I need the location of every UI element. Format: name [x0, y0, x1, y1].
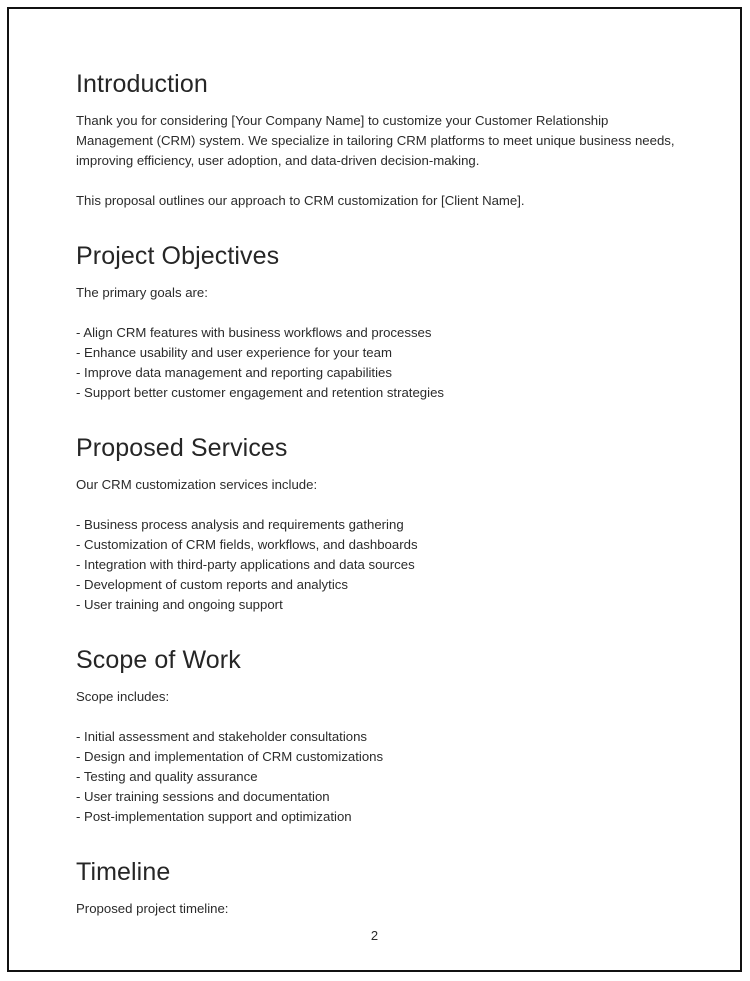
- section-scope-of-work: [76, 645, 676, 827]
- paragraph-introduction-1: Thank you for considering [Your Company Name] to customize your Customer Relationship Management (CRM) system. We specialize in tailoring CRM platforms to meet unique business needs, improving efficiency, user adoption, and data-driven decision-making.: [76, 113, 675, 168]
- spacer: [76, 99, 676, 111]
- spacer: [76, 463, 676, 475]
- spacer: [76, 495, 676, 515]
- heading-scope-of-work: Scope of Work: [76, 646, 241, 674]
- spacer: [76, 827, 676, 857]
- section-proposed-services: [76, 433, 676, 615]
- paragraph-introduction-2: This proposal outlines our approach to CRM customization for [Client Name].: [76, 193, 525, 208]
- spacer: [76, 211, 676, 241]
- heading-timeline: Timeline: [76, 858, 171, 886]
- intro-proposed-services: Our CRM customization services include:: [76, 477, 318, 492]
- list-item: - User training sessions and documentation: [76, 789, 330, 804]
- spacer: [76, 615, 676, 645]
- heading-proposed-services: Proposed Services: [76, 434, 288, 462]
- list-item: - Customization of CRM fields, workflows, and dashboards: [76, 537, 418, 552]
- list-item: - Post-implementation support and optimization: [76, 809, 352, 824]
- heading-project-objectives: Project Objectives: [76, 242, 280, 270]
- document-page: [7, 7, 742, 972]
- list-item: - Enhance usability and user experience for your team: [76, 345, 392, 360]
- spacer: [76, 403, 676, 433]
- spacer: [76, 271, 676, 283]
- list-item: - Business process analysis and requirements gathering: [76, 517, 404, 532]
- list-item: - Support better customer engagement and retention strategies: [76, 385, 445, 400]
- list-item: - Initial assessment and stakeholder consultations: [76, 729, 368, 744]
- page-number: 2: [370, 928, 379, 943]
- list-item: - Development of custom reports and analytics: [76, 577, 348, 592]
- list-item: - Testing and quality assurance: [76, 769, 258, 784]
- bullet-list-scope-of-work: [76, 727, 676, 827]
- list-item: - Align CRM features with business workflows and processes: [76, 325, 432, 340]
- spacer: [76, 707, 676, 727]
- section-introduction: [76, 69, 676, 211]
- bullet-list-project-objectives: [76, 323, 676, 403]
- spacer: [76, 675, 676, 687]
- bullet-list-proposed-services: [76, 515, 676, 615]
- heading-introduction: Introduction: [76, 70, 208, 98]
- list-item: - Integration with third-party applications and data sources: [76, 557, 415, 572]
- intro-project-objectives: The primary goals are:: [76, 285, 208, 300]
- list-item: - Improve data management and reporting capabilities: [76, 365, 392, 380]
- spacer: [76, 887, 676, 899]
- section-project-objectives: [76, 241, 676, 403]
- intro-scope-of-work: Scope includes:: [76, 689, 170, 704]
- section-timeline: [76, 857, 676, 919]
- spacer: [76, 171, 676, 191]
- list-item: - Design and implementation of CRM customizations: [76, 749, 384, 764]
- page-body: [76, 69, 676, 919]
- list-item: - User training and ongoing support: [76, 597, 283, 612]
- spacer: [76, 303, 676, 323]
- intro-timeline: Proposed project timeline:: [76, 901, 229, 916]
